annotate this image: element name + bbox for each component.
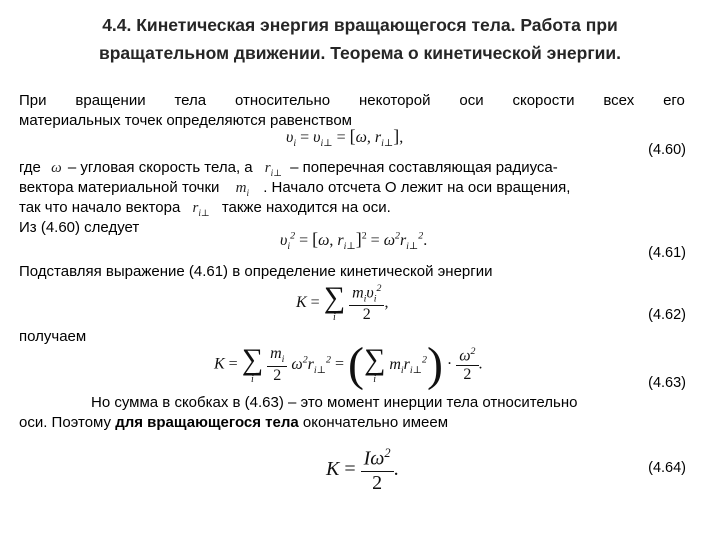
axis-text-b: для вращающегося тела [115, 414, 299, 431]
equation-number-4-64: (4.64) [648, 460, 686, 476]
equation-number-4-60: (4.60) [648, 142, 686, 158]
word: некоторой [359, 92, 431, 109]
title-line-2: вращательном движении. Теорема о кинетической энергии. [98, 43, 622, 63]
formula-velocity-squared: $\upsilon_i^2 = [\omega$, $r_{i\perp}]^2 = \omega^2r_{i\perp}^2$. [280, 229, 428, 253]
word: всех [603, 92, 635, 109]
axis-text-c: окончательно имеем [302, 414, 449, 431]
equation-number-4-61: (4.61) [648, 245, 686, 261]
where-text-radius: – поперечная составляющая радиуса- [290, 159, 558, 176]
where-label: где [19, 159, 41, 176]
vector-text-b: . Начало отсчета О лежит на оси вращения, [263, 179, 571, 196]
paragraph-line-2: материальных точек определяются равенством [19, 112, 352, 129]
formula-rotational-kinetic-energy: K = $\frac{I\omega^2}{2}$ . [326, 446, 399, 494]
paragraph-line-1 [19, 92, 685, 110]
substituting-line: Подставляя выражение (4.61) в определение кинетической энергии [19, 263, 493, 280]
axis-text-a: оси. Поэтому [19, 414, 112, 431]
word: относительно [235, 92, 331, 109]
formula-kinetic-energy-definition: K = ∑ i $\frac{m_i\upsilon_i^2}{2}$ , [296, 281, 389, 324]
radius-vector-symbol: $r_{i\perp}$ [192, 200, 210, 219]
radius-symbol: $r_{i\perp}$ [264, 160, 282, 179]
equation-number-4-62: (4.62) [648, 307, 686, 323]
moment-of-inertia-line: Но сумма в скобках в (4.63) – это момент инерции тела относительно [91, 394, 578, 411]
sothat-text-a: так что начало вектора [19, 199, 181, 216]
vector-text-a: вектора материальной точки [19, 179, 220, 196]
obtain-line: получаем [19, 328, 87, 345]
where-text-omega: – угловая скорость тела, а [67, 159, 253, 176]
formula-velocity: $\upsilon_i = \upsilon_{i\perp} = [\omega$, $r_{i\perp}$], [286, 126, 404, 150]
from-line: Из (4.60) следует [19, 219, 140, 236]
word: При [19, 92, 47, 109]
page-title [0, 14, 720, 64]
axis-line [19, 414, 448, 432]
omega-symbol: ω [51, 160, 62, 176]
title-line-1: 4.4. Кинетическая энергия вращающегося тела. Работа при [102, 15, 618, 35]
point-mass-symbol: $m_i$ [235, 180, 250, 199]
word: тела [174, 92, 207, 109]
word: вращении [75, 92, 146, 109]
word: его [663, 92, 685, 109]
word: скорости [512, 92, 575, 109]
equation-number-4-63: (4.63) [648, 375, 686, 391]
word: оси [459, 92, 484, 109]
formula-kinetic-energy-sum: K = ∑ i $\frac{m_i}{2}$ $\omega^2r_{i\perp}^2$ = ( ∑ i $m_ir_{i\perp}^2$) · $\frac{\omega^2}{2}$ . [214, 338, 483, 391]
sothat-text-b: также находится на оси. [221, 199, 391, 216]
